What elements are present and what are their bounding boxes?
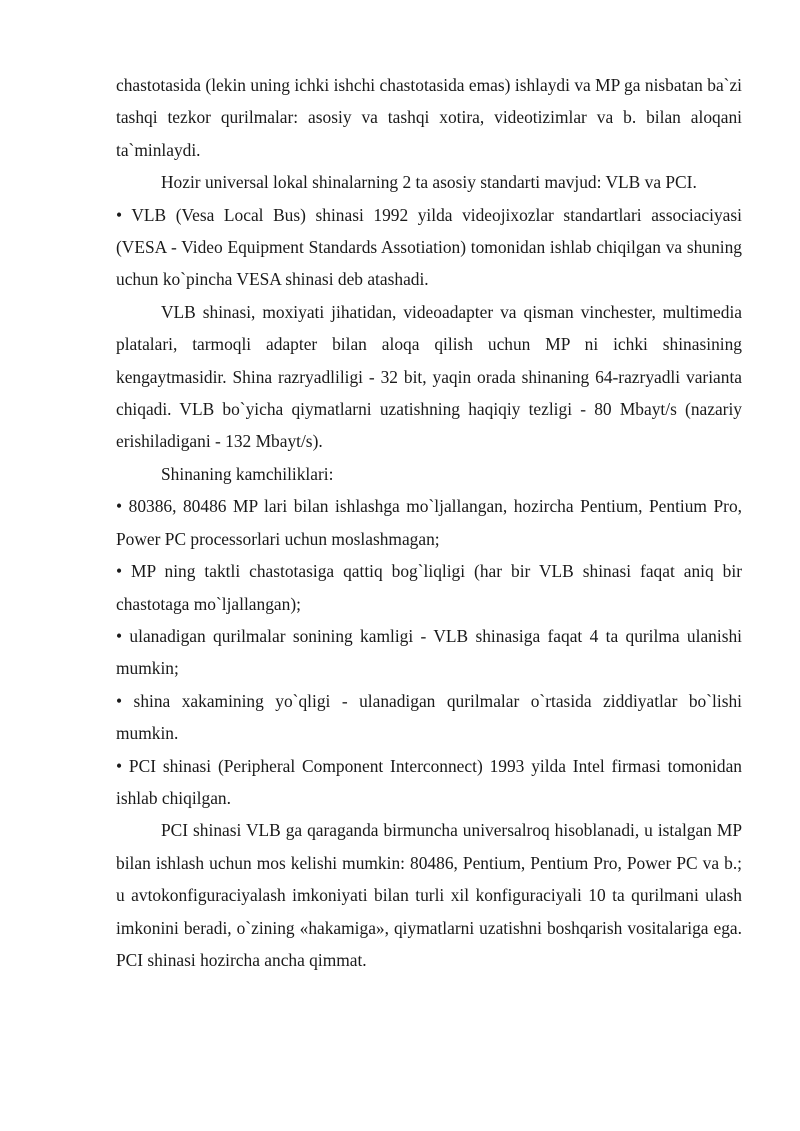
bullet-paragraph: • MP ning taktli chastotasiga qattiq bog`liqligi (har bir VLB shinasi faqat aniq bir chastotaga mo`ljallangan); — [116, 561, 742, 614]
paragraph: chastotasida (lekin uning ichki ishchi chastotasida emas) ishlaydi va MP ga nisbatan ba`zi tashqi tezkor qurilmalar: asosiy va tashqi xotira, videotizimlar va b. bilan aloqani ta`minlaydi. — [116, 75, 742, 160]
bullet-paragraph: • VLB (Vesa Local Bus) shinasi 1992 yilda videojixozlar standartlari associaciyasi (VESA - Video Equipment Standards Assotiation) tomonidan ishlab chiqilgan va shuning uchun ko`pincha VESA shinasi deb atashadi. — [116, 204, 742, 290]
bullet-paragraph: • 80386, 80486 MP lari bilan ishlashga mo`ljallangan, hozircha Pentium, Pentium Pro, Power PC processorlari uchun moslashmagan; — [116, 496, 742, 549]
document-page — [116, 69, 742, 976]
bullet-paragraph: • PCI shinasi (Peripheral Component Interconnect) 1993 yilda Intel firmasi tomonidan ishlab chiqilgan. — [116, 755, 742, 808]
paragraph: VLB shinasi, moxiyati jihatidan, videoadapter va qisman vinchester, multimedia platalari, tarmoqli adapter bilan aloqa qilish uchun MP ni ichki shinasining kengaytmasidir. Shina razryadliligi - 32 bit, yaqin orada shinaning 64-razryadli varianta chiqadi. VLB bo`yicha qiymatlarni uzatishning haqiqiy tezligi - 80 Mbayt/s (nazariy erishiladigani - 132 Mbayt/s). — [116, 301, 742, 452]
bullet-paragraph: • shina xakamining yo`qligi - ulanadigan qurilmalar o`rtasida ziddiyatlar bo`lishi mumkin. — [116, 690, 742, 744]
paragraph: PCI shinasi VLB ga qaraganda birmuncha universalroq hisoblanadi, u istalgan MP bilan ishlash uchun mos kelishi mumkin: 80486, Pentium, Pentium Pro, Power PC va b.; u avtokonfiguraciyalash imkoniyati bilan turli xil konfiguraciyali 10 ta qurilmani ulash imkonini beradi, o`zining «hakamiga», qiymatlarni uzatishni boshqarish vositalariga ega. PCI shinasi hozircha ancha qimmat. — [116, 820, 742, 970]
section-heading: Shinaning kamchiliklari: — [161, 463, 334, 484]
paragraph: Hozir universal lokal shinalarning 2 ta asosiy standarti mavjud: VLB va PCI. — [161, 172, 697, 193]
bullet-paragraph: • ulanadigan qurilmalar sonining kamligi - VLB shinasiga faqat 4 ta qurilma ulanishi mumkin; — [116, 625, 742, 679]
